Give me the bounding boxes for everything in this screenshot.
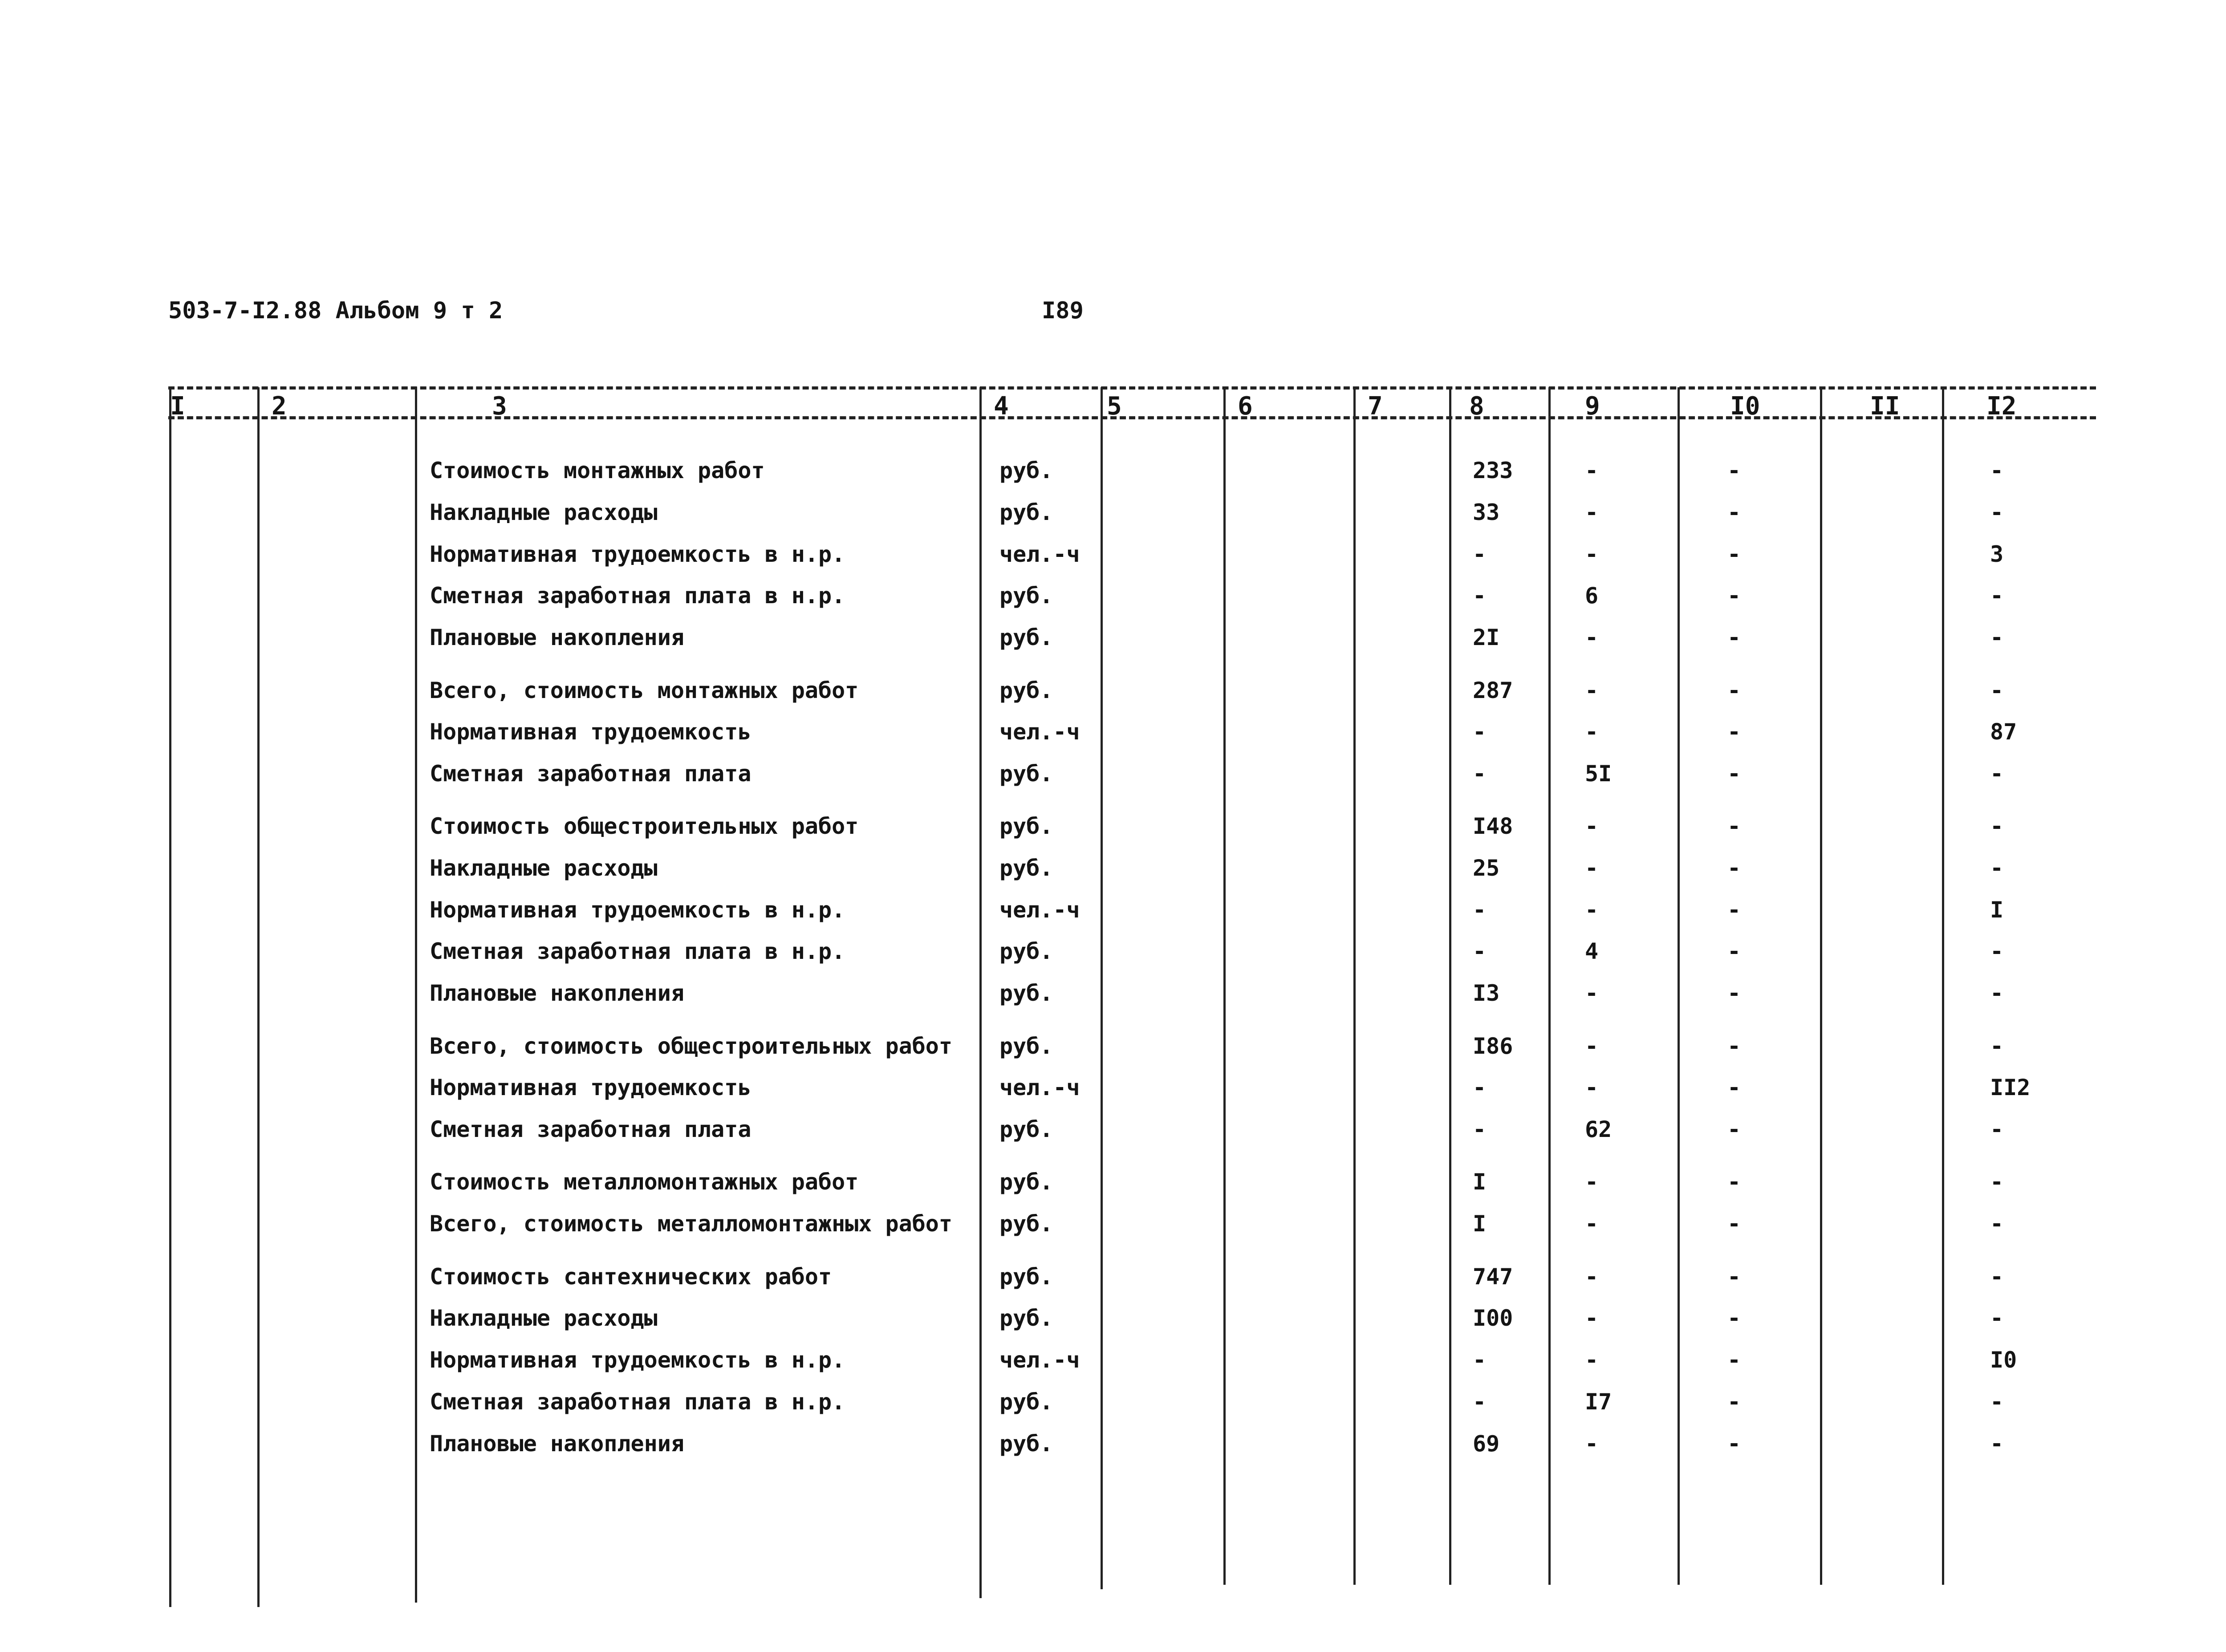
row-description: Всего, стоимость металломонтажных работ bbox=[430, 1211, 952, 1237]
cell-col-9: - bbox=[1585, 897, 1599, 923]
column-number: I0 bbox=[1730, 392, 1760, 421]
cell-col-10: - bbox=[1727, 855, 1741, 881]
column-divider bbox=[415, 387, 417, 1603]
cell-col-8: 747 bbox=[1473, 1264, 1513, 1290]
column-divider bbox=[257, 387, 260, 1607]
column-divider bbox=[979, 387, 982, 1598]
cell-col-8: 25 bbox=[1473, 855, 1500, 881]
row-description: Стоимость монтажных работ bbox=[430, 458, 765, 483]
cell-col-12: - bbox=[1990, 761, 2004, 787]
cell-col-10: - bbox=[1727, 719, 1741, 745]
row-description: Сметная заработная плата в н.р. bbox=[430, 583, 845, 609]
column-divider bbox=[1820, 387, 1822, 1585]
cell-col-8: I3 bbox=[1473, 980, 1500, 1006]
row-unit: руб. bbox=[999, 583, 1053, 609]
cell-col-10: - bbox=[1727, 678, 1741, 703]
row-unit: руб. bbox=[999, 1116, 1053, 1142]
cell-col-12: - bbox=[1990, 1264, 2004, 1290]
row-description: Стоимость сантехнических работ bbox=[430, 1264, 832, 1290]
cell-col-9: - bbox=[1585, 1211, 1599, 1237]
row-unit: чел.-ч bbox=[999, 541, 1080, 567]
page-number: I89 bbox=[1042, 297, 1084, 324]
cell-col-10: - bbox=[1727, 1033, 1741, 1059]
column-number: II bbox=[1870, 392, 1900, 421]
row-unit: руб. bbox=[999, 458, 1053, 483]
cell-col-12: - bbox=[1990, 1305, 2004, 1331]
cell-col-8: I48 bbox=[1473, 813, 1513, 839]
cell-col-10: - bbox=[1727, 813, 1741, 839]
row-description: Плановые накопления bbox=[430, 625, 684, 650]
cell-col-9: I7 bbox=[1585, 1389, 1612, 1415]
column-divider bbox=[1353, 387, 1356, 1585]
cell-col-12: - bbox=[1990, 458, 2004, 483]
cell-col-9: - bbox=[1585, 813, 1599, 839]
cell-col-8: - bbox=[1473, 761, 1487, 787]
cell-col-10: - bbox=[1727, 625, 1741, 650]
row-unit: чел.-ч bbox=[999, 719, 1080, 745]
row-description: Стоимость металломонтажных работ bbox=[430, 1169, 859, 1195]
cell-col-12: - bbox=[1990, 813, 2004, 839]
cell-col-9: 4 bbox=[1585, 938, 1599, 964]
row-unit: руб. bbox=[999, 1211, 1053, 1237]
column-number: 6 bbox=[1238, 392, 1253, 421]
cell-col-10: - bbox=[1727, 761, 1741, 787]
cell-col-8: - bbox=[1473, 938, 1487, 964]
column-divider bbox=[1548, 387, 1551, 1585]
row-description: Сметная заработная плата в н.р. bbox=[430, 938, 845, 964]
row-unit: руб. bbox=[999, 625, 1053, 650]
cell-col-12: - bbox=[1990, 980, 2004, 1006]
row-description: Нормативная трудоемкость bbox=[430, 719, 751, 745]
cell-col-12: - bbox=[1990, 499, 2004, 525]
cell-col-12: - bbox=[1990, 1116, 2004, 1142]
cell-col-9: 62 bbox=[1585, 1116, 1612, 1142]
cell-col-10: - bbox=[1727, 458, 1741, 483]
column-number: 8 bbox=[1469, 392, 1484, 421]
column-number: 3 bbox=[492, 392, 507, 421]
column-divider bbox=[1101, 387, 1103, 1589]
column-number: I bbox=[170, 392, 185, 421]
row-unit: чел.-ч bbox=[999, 1347, 1080, 1373]
row-unit: чел.-ч bbox=[999, 1075, 1080, 1100]
row-description: Всего, стоимость общестроительных работ bbox=[430, 1033, 952, 1059]
cell-col-12: II2 bbox=[1990, 1075, 2031, 1100]
column-number: 2 bbox=[272, 392, 287, 421]
row-unit: руб. bbox=[999, 855, 1053, 881]
cell-col-12: - bbox=[1990, 625, 2004, 650]
cell-col-9: - bbox=[1585, 541, 1599, 567]
cell-col-10: - bbox=[1727, 897, 1741, 923]
row-description: Накладные расходы bbox=[430, 855, 658, 881]
cell-col-9: 5I bbox=[1585, 761, 1612, 787]
row-unit: руб. bbox=[999, 1305, 1053, 1331]
cell-col-8: - bbox=[1473, 897, 1487, 923]
row-unit: руб. bbox=[999, 1033, 1053, 1059]
cell-col-9: 6 bbox=[1585, 583, 1599, 609]
cell-col-10: - bbox=[1727, 1169, 1741, 1195]
row-unit: руб. bbox=[999, 678, 1053, 703]
cell-col-12: - bbox=[1990, 1431, 2004, 1457]
cell-col-12: I0 bbox=[1990, 1347, 2017, 1373]
column-number: 4 bbox=[994, 392, 1009, 421]
row-description: Всего, стоимость монтажных работ bbox=[430, 678, 859, 703]
row-description: Сметная заработная плата bbox=[430, 761, 751, 787]
row-unit: руб. bbox=[999, 761, 1053, 787]
cell-col-10: - bbox=[1727, 1116, 1741, 1142]
cell-col-9: - bbox=[1585, 1264, 1599, 1290]
table-header-dash-line bbox=[168, 416, 2096, 419]
cell-col-10: - bbox=[1727, 1075, 1741, 1100]
cell-col-12: 87 bbox=[1990, 719, 2017, 745]
row-unit: чел.-ч bbox=[999, 897, 1080, 923]
column-number: 7 bbox=[1368, 392, 1383, 421]
row-description: Нормативная трудоемкость в н.р. bbox=[430, 897, 845, 923]
column-divider bbox=[1223, 387, 1226, 1585]
cell-col-12: - bbox=[1990, 1169, 2004, 1195]
cell-col-12: - bbox=[1990, 1211, 2004, 1237]
row-unit: руб. bbox=[999, 1389, 1053, 1415]
cell-col-10: - bbox=[1727, 583, 1741, 609]
cell-col-12: - bbox=[1990, 583, 2004, 609]
cell-col-8: - bbox=[1473, 541, 1487, 567]
column-number: 5 bbox=[1107, 392, 1122, 421]
cell-col-9: - bbox=[1585, 1347, 1599, 1373]
cell-col-8: 2I bbox=[1473, 625, 1500, 650]
cell-col-9: - bbox=[1585, 1033, 1599, 1059]
cell-col-12: I bbox=[1990, 897, 2004, 923]
cell-col-10: - bbox=[1727, 1305, 1741, 1331]
cell-col-10: - bbox=[1727, 541, 1741, 567]
row-unit: руб. bbox=[999, 938, 1053, 964]
row-description: Плановые накопления bbox=[430, 1431, 684, 1457]
cell-col-8: 33 bbox=[1473, 499, 1500, 525]
row-unit: руб. bbox=[999, 813, 1053, 839]
cell-col-8: I00 bbox=[1473, 1305, 1513, 1331]
column-divider bbox=[1678, 387, 1680, 1585]
column-number: 9 bbox=[1585, 392, 1600, 421]
row-description: Сметная заработная плата bbox=[430, 1116, 751, 1142]
cell-col-10: - bbox=[1727, 1264, 1741, 1290]
cell-col-8: I86 bbox=[1473, 1033, 1513, 1059]
cell-col-8: I bbox=[1473, 1169, 1487, 1195]
row-unit: руб. bbox=[999, 980, 1053, 1006]
row-description: Нормативная трудоемкость в н.р. bbox=[430, 541, 845, 567]
cell-col-8: - bbox=[1473, 583, 1487, 609]
cell-col-10: - bbox=[1727, 499, 1741, 525]
cell-col-8: 287 bbox=[1473, 678, 1513, 703]
cell-col-10: - bbox=[1727, 1431, 1741, 1457]
cell-col-12: - bbox=[1990, 1389, 2004, 1415]
row-unit: руб. bbox=[999, 1264, 1053, 1290]
cell-col-10: - bbox=[1727, 1389, 1741, 1415]
cell-col-8: 69 bbox=[1473, 1431, 1500, 1457]
cell-col-9: - bbox=[1585, 678, 1599, 703]
column-divider bbox=[1942, 387, 1944, 1585]
cell-col-9: - bbox=[1585, 855, 1599, 881]
row-description: Накладные расходы bbox=[430, 1305, 658, 1331]
cell-col-9: - bbox=[1585, 1431, 1599, 1457]
row-unit: руб. bbox=[999, 1431, 1053, 1457]
cell-col-8: - bbox=[1473, 719, 1487, 745]
cell-col-8: - bbox=[1473, 1116, 1487, 1142]
cell-col-9: - bbox=[1585, 980, 1599, 1006]
row-description: Накладные расходы bbox=[430, 499, 658, 525]
cell-col-10: - bbox=[1727, 1211, 1741, 1237]
row-description: Нормативная трудоемкость в н.р. bbox=[430, 1347, 845, 1373]
cell-col-10: - bbox=[1727, 938, 1741, 964]
cell-col-8: - bbox=[1473, 1347, 1487, 1373]
cell-col-9: - bbox=[1585, 1169, 1599, 1195]
cell-col-8: - bbox=[1473, 1389, 1487, 1415]
cell-col-12: - bbox=[1990, 938, 2004, 964]
cell-col-9: - bbox=[1585, 1075, 1599, 1100]
row-unit: руб. bbox=[999, 1169, 1053, 1195]
column-divider bbox=[169, 387, 171, 1607]
cell-col-10: - bbox=[1727, 980, 1741, 1006]
cell-col-8: - bbox=[1473, 1075, 1487, 1100]
cell-col-10: - bbox=[1727, 1347, 1741, 1373]
cell-col-8: 233 bbox=[1473, 458, 1513, 483]
cell-col-12: 3 bbox=[1990, 541, 2004, 567]
cell-col-12: - bbox=[1990, 855, 2004, 881]
cell-col-12: - bbox=[1990, 678, 2004, 703]
row-description: Нормативная трудоемкость bbox=[430, 1075, 751, 1100]
cell-col-9: - bbox=[1585, 625, 1599, 650]
table-top-dash-line bbox=[168, 386, 2096, 390]
column-divider bbox=[1449, 387, 1451, 1585]
row-description: Сметная заработная плата в н.р. bbox=[430, 1389, 845, 1415]
row-unit: руб. bbox=[999, 499, 1053, 525]
cell-col-9: - bbox=[1585, 719, 1599, 745]
cell-col-9: - bbox=[1585, 499, 1599, 525]
cell-col-8: I bbox=[1473, 1211, 1487, 1237]
document-code: 503-7-I2.88 Альбом 9 т 2 bbox=[168, 297, 503, 324]
cell-col-9: - bbox=[1585, 1305, 1599, 1331]
column-number: I2 bbox=[1986, 392, 2017, 421]
cell-col-12: - bbox=[1990, 1033, 2004, 1059]
row-description: Плановые накопления bbox=[430, 980, 684, 1006]
row-description: Стоимость общестроительных работ bbox=[430, 813, 859, 839]
cell-col-9: - bbox=[1585, 458, 1599, 483]
